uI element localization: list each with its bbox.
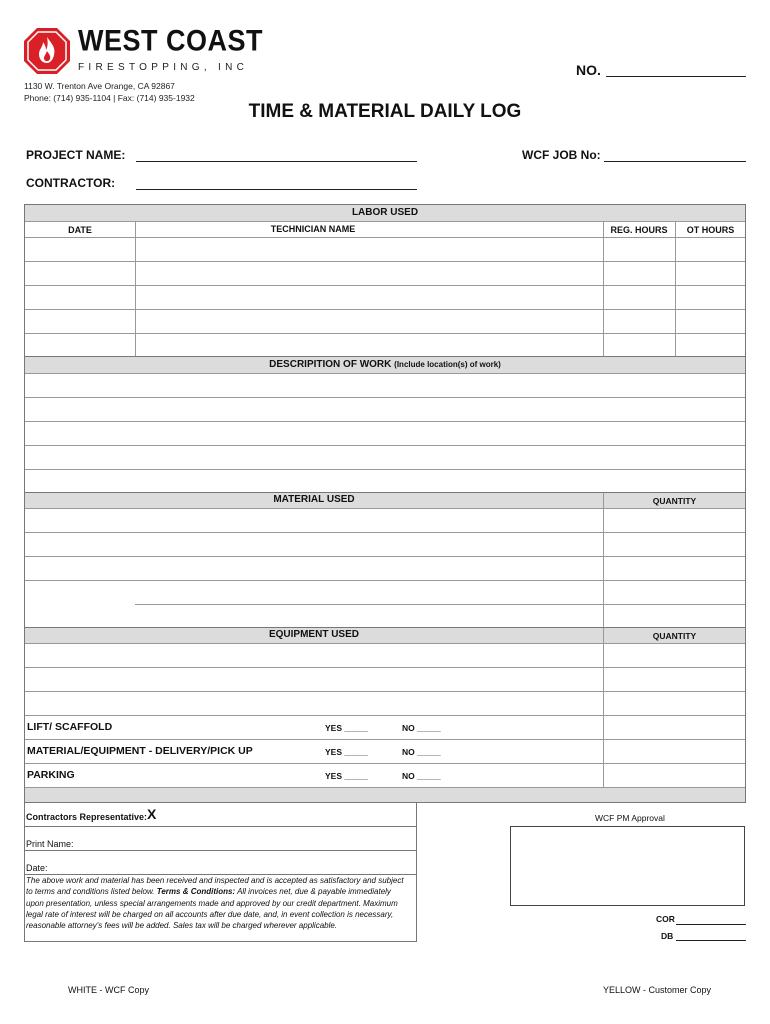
description-line[interactable] <box>25 445 745 446</box>
db-label: DB <box>661 931 674 941</box>
material-section-title: MATERIAL USED <box>273 494 355 505</box>
delivery-pickup-no[interactable]: NO _____ <box>402 747 441 757</box>
labor-row[interactable] <box>25 309 745 310</box>
page-title: TIME & MATERIAL DAILY LOG <box>248 101 522 122</box>
contractor-label: CONTRACTOR: <box>26 176 116 190</box>
cor-field[interactable] <box>676 924 746 925</box>
description-section-title <box>25 359 745 370</box>
wcf-job-field[interactable] <box>604 161 746 162</box>
description-line[interactable] <box>25 373 745 374</box>
pm-approval-box[interactable] <box>510 826 745 906</box>
equipment-table <box>24 627 746 803</box>
no-field[interactable] <box>606 76 746 77</box>
wcf-job-label: WCF JOB No: <box>522 148 601 162</box>
terms-line-part: All invoices net, due & payable immediately <box>237 887 391 897</box>
equipment-footer-band <box>25 787 745 802</box>
company-phone-fax: Phone: (714) 935-1104 | Fax: (714) 935-1932 <box>24 93 195 103</box>
terms-line: The above work and material has been received and inspected and is accepted as satisfactory and subject <box>26 876 404 885</box>
terms-line: legal rate of interest will be charged on all accounts after due date, and, in event collection is necessary, <box>26 909 394 919</box>
description-table <box>24 356 746 493</box>
material-row[interactable] <box>25 532 745 533</box>
material-quantity-label: QUANTITY <box>652 496 697 506</box>
project-name-field[interactable] <box>136 161 417 162</box>
material-row[interactable] <box>25 556 745 557</box>
labor-table <box>24 204 746 357</box>
material-row[interactable] <box>25 508 745 509</box>
labor-row[interactable] <box>25 261 745 262</box>
project-name-label: PROJECT NAME: <box>26 148 126 162</box>
description-line[interactable] <box>25 397 745 398</box>
terms-line: reasonable attorney's fees will be added. Sales tax will be charged wherever applicable. <box>26 921 338 931</box>
equipment-row[interactable] <box>25 691 745 692</box>
equipment-section-title: EQUIPMENT USED <box>268 629 359 640</box>
cor-label: COR <box>656 914 675 924</box>
material-row[interactable] <box>25 580 745 581</box>
labor-row[interactable] <box>25 333 745 334</box>
extra-row-parking <box>25 763 745 764</box>
parking-no[interactable]: NO _____ <box>402 771 441 781</box>
print-name-field[interactable] <box>24 850 417 851</box>
col-ot-hours: OT HOURS <box>686 225 735 235</box>
terms-line: upon presentation, unless special arrangements made and approved by our credit department. Maximum <box>26 898 398 908</box>
fire-octagon-icon <box>22 26 72 76</box>
company-logo <box>22 24 263 80</box>
lift-scaffold-no[interactable]: NO _____ <box>402 723 441 733</box>
col-date: DATE <box>68 225 92 235</box>
company-name: WEST COAST <box>78 24 263 57</box>
col-reg-hours: REG. HOURS <box>610 225 668 235</box>
white-copy-note: WHITE - WCF Copy <box>68 985 149 995</box>
print-name-label: Print Name: <box>26 839 74 849</box>
description-line[interactable] <box>25 469 745 470</box>
parking-yes[interactable]: YES _____ <box>325 771 369 781</box>
labor-section-title: LABOR USED <box>351 207 419 218</box>
extra-row-delivery <box>25 739 745 740</box>
terms-text <box>26 875 416 931</box>
extra-row-lift-scaffold <box>25 715 745 716</box>
lift-scaffold-label: LIFT/ SCAFFOLD <box>27 721 113 733</box>
pm-approval-label: WCF PM Approval <box>595 813 665 823</box>
col-technician-name: TECHNICIAN NAME <box>270 224 356 234</box>
equipment-quantity-label: QUANTITY <box>652 631 697 641</box>
contractor-field[interactable] <box>136 189 417 190</box>
contractor-rep-signature-line[interactable] <box>24 826 417 827</box>
material-row[interactable] <box>135 604 745 605</box>
date-label: Date: <box>26 863 48 873</box>
description-title: DESCRIPITION OF WORK <box>269 359 392 370</box>
material-table <box>24 492 746 628</box>
terms-line <box>26 886 416 897</box>
company-tagline: FIRESTOPPING, INC <box>78 62 249 73</box>
no-label: NO. <box>576 62 601 78</box>
equipment-row[interactable] <box>25 643 745 644</box>
terms-line-part: to terms and conditions listed below. <box>26 887 155 897</box>
db-field[interactable] <box>676 940 746 941</box>
parking-label: PARKING <box>27 769 75 781</box>
contractor-rep-label: Contractors Representative: <box>26 812 148 822</box>
labor-row[interactable] <box>25 285 745 286</box>
delivery-pickup-yes[interactable]: YES _____ <box>325 747 369 757</box>
description-note: (Include location(s) of work) <box>394 360 501 369</box>
yellow-copy-note: YELLOW - Customer Copy <box>603 985 712 995</box>
company-address: 1130 W. Trenton Ave Orange, CA 92867 <box>24 81 175 91</box>
description-line[interactable] <box>25 421 745 422</box>
contractor-rep-mark: X <box>147 806 157 822</box>
lift-scaffold-yes[interactable]: YES _____ <box>325 723 369 733</box>
equipment-row[interactable] <box>25 667 745 668</box>
terms-bold: Terms & Conditions: <box>156 887 236 897</box>
delivery-pickup-label: MATERIAL/EQUIPMENT - DELIVERY/PICK UP <box>27 745 253 757</box>
labor-row[interactable] <box>25 237 745 238</box>
